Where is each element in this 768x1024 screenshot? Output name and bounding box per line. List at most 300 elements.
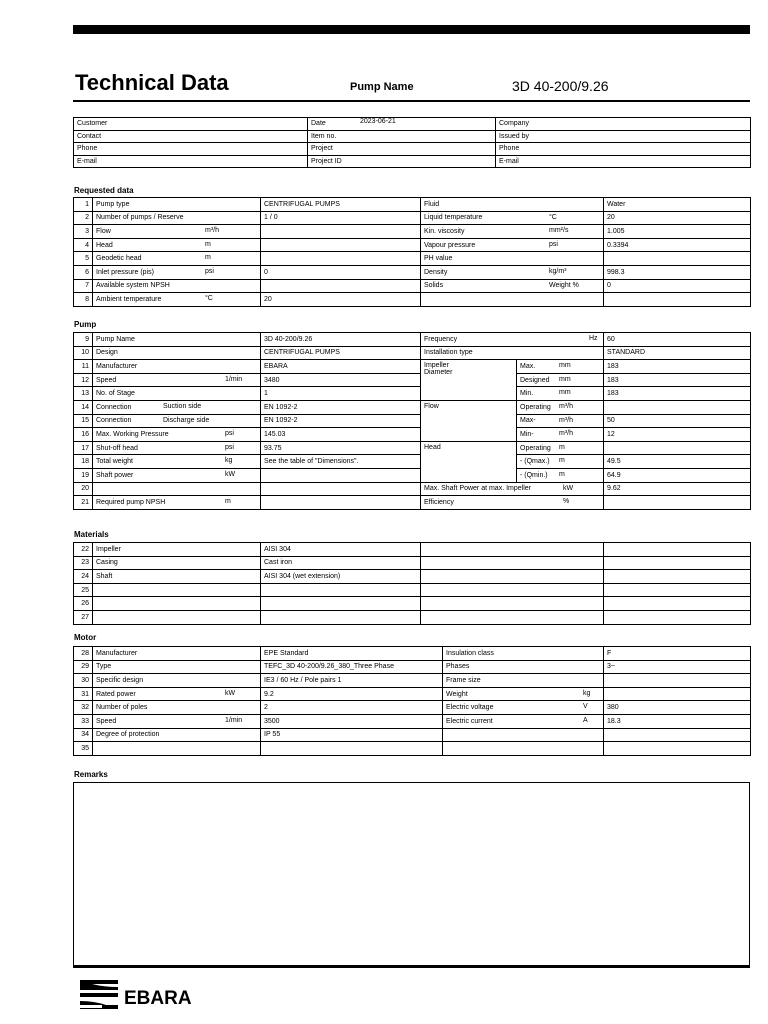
remarks-box — [73, 782, 750, 966]
requested-label — [93, 265, 261, 279]
pump-efficiency-label-unit: % — [563, 498, 570, 506]
motor-label-text: Rated power — [96, 690, 136, 698]
motor-label — [93, 660, 261, 674]
row-number: 25 — [74, 583, 93, 597]
requested-value: CENTRIFUGAL PUMPS — [261, 198, 421, 212]
row-number: 21 — [74, 496, 93, 510]
pump-frequency-label — [421, 333, 604, 347]
requested-value — [261, 225, 421, 239]
pump-label-text: Connection — [96, 403, 132, 411]
motor-right-value — [604, 728, 751, 742]
pump-value: 3D 40-200/9.26 — [261, 333, 421, 347]
motor-label-text: Type — [96, 663, 112, 671]
motor-label-text: Manufacturer — [96, 649, 138, 657]
motor-value: IE3 / 60 Hz / Pole pairs 1 — [261, 674, 443, 688]
material-empty — [604, 570, 751, 584]
motor-label-unit: 1/min — [225, 716, 243, 724]
project-field-label: Date — [311, 120, 326, 128]
material-empty — [604, 543, 751, 557]
requested-fluid-label-text: Density — [424, 268, 448, 276]
motor-right-label — [443, 660, 604, 674]
row-number: 1 — [74, 198, 93, 212]
motor-right-label — [443, 728, 604, 742]
pump-head-sublabel — [517, 468, 604, 482]
requested-label — [93, 198, 261, 212]
motor-right-label-unit: kg — [583, 689, 591, 697]
pump-name-label: Pump Name — [350, 81, 414, 93]
pump-label — [93, 360, 261, 374]
requested-fluid-value: 20 — [604, 211, 751, 225]
company-field: Issued by — [496, 130, 751, 143]
pump-head-group: Head — [421, 441, 517, 482]
pump-label — [93, 414, 261, 428]
row-number: 10 — [74, 346, 93, 360]
bottom-rule — [73, 966, 750, 968]
project-field-label: Project ID — [311, 157, 342, 165]
requested-fluid-value — [604, 293, 751, 307]
pump-flow-sublabel-unit: m³/h — [559, 402, 573, 410]
motor-value: IP 55 — [261, 728, 443, 742]
motor-label — [93, 742, 261, 756]
requested-fluid-label — [421, 279, 604, 293]
pump-value: EBARA — [261, 360, 421, 374]
row-number: 12 — [74, 373, 93, 387]
motor-value: EPE Standard — [261, 647, 443, 661]
requested-label-text: Available system NPSH — [96, 282, 170, 290]
requested-fluid-label-unit: °C — [549, 213, 557, 221]
material-label: Shaft — [93, 570, 261, 584]
requested-label — [93, 279, 261, 293]
pump-head-value: 49.5 — [604, 455, 751, 469]
project-field — [308, 130, 496, 143]
requested-fluid-value: 998.3 — [604, 265, 751, 279]
project-field-value: 2023-06-21 — [360, 118, 396, 125]
pump-flow-sublabel-unit: m³/h — [559, 430, 573, 438]
pump-imp-value: 183 — [604, 387, 751, 401]
pump-label-text: Connection — [96, 417, 132, 425]
customer-field: Customer — [74, 118, 308, 131]
requested-value: 1 / 0 — [261, 211, 421, 225]
motor-right-label-text: Insulation class — [446, 649, 494, 657]
requested-fluid-label-unit: mm²/s — [549, 227, 569, 235]
row-number: 4 — [74, 238, 93, 252]
pump-label-text: Pump Name — [96, 335, 135, 343]
motor-right-value: 3~ — [604, 660, 751, 674]
pump-installation-label: Installation type — [421, 346, 604, 360]
row-number: 31 — [74, 687, 93, 701]
pump-label-text: Manufacturer — [96, 362, 138, 370]
pump-head-value: 64.9 — [604, 468, 751, 482]
pump-value: EN 1092-2 — [261, 414, 421, 428]
pump-flow-group: Flow — [421, 400, 517, 441]
row-number: 3 — [74, 225, 93, 239]
material-empty — [604, 597, 751, 611]
motor-label — [93, 687, 261, 701]
motor-value — [261, 742, 443, 756]
pump-label-text: Design — [96, 349, 118, 357]
pump-efficiency-value — [604, 496, 751, 510]
row-number: 16 — [74, 428, 93, 442]
motor-right-label-text: Weight — [446, 690, 468, 698]
pump-label-text: Max. Working Pressure — [96, 430, 169, 438]
requested-label — [93, 211, 261, 225]
pump-imp-value: 183 — [604, 373, 751, 387]
company-field: Phone — [496, 143, 751, 156]
requested-label-text: Ambient temperature — [96, 295, 162, 303]
pump-head-sublabel — [517, 455, 604, 469]
section-pump-title: Pump — [74, 320, 97, 329]
requested-fluid-label-unit: psi — [549, 240, 558, 248]
pump-table — [73, 332, 751, 510]
row-number: 20 — [74, 482, 93, 496]
pump-flow-sublabel — [517, 414, 604, 428]
pump-flow-sublabel-unit: m³/h — [559, 416, 573, 424]
requested-label-unit: m³/h — [205, 227, 219, 235]
pump-flow-sublabel-text: Max- — [520, 417, 536, 425]
section-materials-title: Materials — [74, 530, 109, 539]
requested-label-text: Number of pumps / Reserve — [96, 214, 184, 222]
requested-label-text: Inlet pressure (pis) — [96, 268, 154, 276]
requested-fluid-label-text: Vapour pressure — [424, 241, 476, 249]
pump-value: EN 1092-2 — [261, 400, 421, 414]
requested-fluid-label — [421, 238, 604, 252]
row-number: 5 — [74, 252, 93, 266]
motor-label-text: Degree of protection — [96, 731, 160, 739]
motor-right-label — [443, 742, 604, 756]
requested-value — [261, 238, 421, 252]
pump-value — [261, 482, 421, 496]
requested-data-table — [73, 197, 751, 307]
section-requested-title: Requested data — [74, 186, 134, 195]
pump-max-shaft-label-unit: kW — [563, 484, 574, 492]
motor-right-label-text: Electric current — [446, 717, 493, 725]
row-number: 26 — [74, 597, 93, 611]
page-title: Technical Data — [75, 70, 229, 95]
motor-label-text: Number of poles — [96, 704, 148, 712]
pump-label-unit: 1/min — [225, 375, 243, 383]
pump-label-text: Shut-off head — [96, 444, 138, 452]
requested-fluid-label — [421, 198, 604, 212]
pump-flow-value — [604, 400, 751, 414]
row-number: 11 — [74, 360, 93, 374]
pump-value: CENTRIFUGAL PUMPS — [261, 346, 421, 360]
company-field: E-mail — [496, 155, 751, 168]
pump-label-unit: psi — [225, 430, 234, 438]
pump-imp-value: 183 — [604, 360, 751, 374]
row-number: 13 — [74, 387, 93, 401]
project-field-label: Item no. — [311, 132, 337, 140]
row-number: 35 — [74, 742, 93, 756]
requested-fluid-value: 0 — [604, 279, 751, 293]
motor-label-text: Speed — [96, 717, 117, 725]
requested-value — [261, 279, 421, 293]
motor-value: 3500 — [261, 714, 443, 728]
motor-right-value: 18.3 — [604, 714, 751, 728]
pump-max-shaft-label-text: Max. Shaft Power at max. Impeller — [424, 485, 531, 493]
motor-label — [93, 714, 261, 728]
motor-right-value: F — [604, 647, 751, 661]
row-number: 23 — [74, 556, 93, 570]
requested-fluid-value — [604, 252, 751, 266]
customer-table — [73, 117, 751, 168]
row-number: 18 — [74, 455, 93, 469]
requested-label-unit: °C — [205, 295, 213, 303]
motor-right-label — [443, 714, 604, 728]
pump-imp-sublabel-unit: mm — [559, 375, 571, 383]
ebara-logo — [80, 979, 210, 1013]
pump-label — [93, 373, 261, 387]
pump-flow-value: 12 — [604, 428, 751, 442]
pump-imp-sublabel — [517, 360, 604, 374]
pump-value: 145.03 — [261, 428, 421, 442]
material-empty — [604, 583, 751, 597]
pump-head-sublabel — [517, 441, 604, 455]
requested-label-text: Flow — [96, 227, 111, 235]
pump-label-unit: kW — [225, 470, 236, 478]
pump-head-sublabel-text: - (Qmax.) — [520, 458, 550, 466]
requested-fluid-label — [421, 252, 604, 266]
row-number: 15 — [74, 414, 93, 428]
motor-right-label-text: Frame size — [446, 676, 481, 684]
material-label — [93, 597, 261, 611]
pump-value: 1 — [261, 387, 421, 401]
pump-head-sublabel-unit: m — [559, 443, 565, 451]
requested-fluid-value: Water — [604, 198, 751, 212]
requested-fluid-label-text: Kin. viscosity — [424, 227, 465, 235]
requested-label-unit: m — [205, 254, 211, 262]
motor-right-label — [443, 701, 604, 715]
requested-fluid-label-text: Fluid — [424, 200, 440, 208]
requested-label — [93, 225, 261, 239]
motor-right-label-unit: A — [583, 716, 588, 724]
pump-label-unit: kg — [225, 457, 233, 465]
customer-field: E-mail — [74, 155, 308, 168]
material-empty — [604, 556, 751, 570]
material-empty — [421, 556, 604, 570]
pump-label-text: Speed — [96, 376, 117, 384]
motor-right-label — [443, 674, 604, 688]
pump-value: 93.75 — [261, 441, 421, 455]
pump-name-value: 3D 40-200/9.26 — [512, 78, 609, 94]
motor-value: 9.2 — [261, 687, 443, 701]
pump-label-sub: Discharge side — [163, 416, 210, 424]
materials-table — [73, 542, 751, 625]
impeller-label: Impeller — [424, 362, 449, 370]
motor-table — [73, 646, 751, 756]
motor-label-text: Specific design — [96, 676, 144, 684]
motor-label — [93, 701, 261, 715]
material-value: AISI 304 — [261, 543, 421, 557]
material-label — [93, 610, 261, 624]
pump-imp-sublabel — [517, 373, 604, 387]
pump-value: 3480 — [261, 373, 421, 387]
requested-fluid-label — [421, 225, 604, 239]
pump-label — [93, 468, 261, 482]
row-number: 2 — [74, 211, 93, 225]
pump-value — [261, 468, 421, 482]
row-number: 22 — [74, 543, 93, 557]
pump-max-shaft-label — [421, 482, 604, 496]
section-remarks-title: Remarks — [74, 770, 108, 779]
material-empty — [421, 597, 604, 611]
pump-label — [93, 496, 261, 510]
pump-label-text: Shaft power — [96, 471, 134, 479]
pump-frequency-value: 60 — [604, 333, 751, 347]
motor-right-label-text: Phases — [446, 663, 470, 671]
customer-field: Contact — [74, 130, 308, 143]
pump-imp-sublabel-unit: mm — [559, 389, 571, 397]
pump-label-text: Total weight — [96, 458, 133, 466]
motor-right-label — [443, 647, 604, 661]
requested-label-unit: m — [205, 240, 211, 248]
pump-max-shaft-value: 9.62 — [604, 482, 751, 496]
pump-head-value — [604, 441, 751, 455]
pump-head-sublabel-text: Operating — [520, 444, 551, 452]
requested-label-text: Geodetic head — [96, 255, 142, 263]
pump-label — [93, 333, 261, 347]
pump-label — [93, 387, 261, 401]
requested-fluid-label-text: Liquid temperature — [424, 214, 483, 222]
row-number: 34 — [74, 728, 93, 742]
motor-label — [93, 674, 261, 688]
pump-label-unit: psi — [225, 443, 234, 451]
pump-flow-sublabel-text: Min- — [520, 430, 534, 438]
requested-value: 20 — [261, 293, 421, 307]
pump-value: See the table of "Dimensions". — [261, 455, 421, 469]
pump-label — [93, 400, 261, 414]
pump-head-sublabel-text: - (Qmin.) — [520, 471, 548, 479]
motor-value: TEFC_3D 40-200/9.26_380_Three Phase — [261, 660, 443, 674]
row-number: 33 — [74, 714, 93, 728]
requested-label-text: Pump type — [96, 200, 130, 208]
material-empty — [421, 610, 604, 624]
row-number: 30 — [74, 674, 93, 688]
pump-efficiency-label-text: Efficiency — [424, 498, 454, 506]
pump-label-text: Required pump NPSH — [96, 498, 166, 506]
pump-flow-sublabel-text: Operating — [520, 403, 551, 411]
requested-fluid-label — [421, 211, 604, 225]
row-number: 6 — [74, 265, 93, 279]
project-field — [308, 155, 496, 168]
section-motor-title: Motor — [74, 633, 97, 642]
pump-head-sublabel-unit: m — [559, 457, 565, 465]
pump-label — [93, 441, 261, 455]
pump-label — [93, 482, 261, 496]
motor-right-value: 380 — [604, 701, 751, 715]
pump-label-text: No. of Stage — [96, 390, 135, 398]
pump-flow-value: 50 — [604, 414, 751, 428]
motor-right-value — [604, 674, 751, 688]
requested-fluid-label-text: PH value — [424, 255, 453, 263]
requested-label — [93, 252, 261, 266]
project-field — [308, 118, 496, 131]
top-rule — [73, 25, 750, 34]
pump-impeller-group — [421, 360, 517, 401]
requested-label-unit: psi — [205, 267, 214, 275]
material-empty — [604, 610, 751, 624]
row-number: 17 — [74, 441, 93, 455]
motor-label — [93, 728, 261, 742]
pump-installation-value: STANDARD — [604, 346, 751, 360]
requested-fluid-label-text: Solids — [424, 282, 444, 290]
ebara-logo-text: EBARA — [124, 988, 192, 1009]
pump-imp-sublabel-text: Min. — [520, 390, 534, 398]
pump-head-sublabel-unit: m — [559, 470, 565, 478]
requested-label — [93, 238, 261, 252]
row-number: 14 — [74, 400, 93, 414]
pump-imp-sublabel-unit: mm — [559, 362, 571, 370]
pump-label-sub: Suction side — [163, 402, 202, 410]
pump-label — [93, 455, 261, 469]
pump-label — [93, 428, 261, 442]
requested-fluid-value: 1.005 — [604, 225, 751, 239]
row-number: 29 — [74, 660, 93, 674]
motor-right-value — [604, 742, 751, 756]
project-field — [308, 143, 496, 156]
material-label — [93, 583, 261, 597]
requested-fluid-label — [421, 265, 604, 279]
motor-right-label-text: Electric voltage — [446, 704, 494, 712]
customer-field: Phone — [74, 143, 308, 156]
material-value — [261, 597, 421, 611]
pump-imp-sublabel — [517, 387, 604, 401]
company-field: Company — [496, 118, 751, 131]
row-number: 24 — [74, 570, 93, 584]
material-empty — [421, 570, 604, 584]
material-value: Cast iron — [261, 556, 421, 570]
row-number: 7 — [74, 279, 93, 293]
requested-fluid-label — [421, 293, 604, 307]
motor-right-label-unit: V — [583, 703, 588, 711]
material-label: Impeller — [93, 543, 261, 557]
row-number: 8 — [74, 293, 93, 307]
material-label: Casing — [93, 556, 261, 570]
row-number: 32 — [74, 701, 93, 715]
row-number: 28 — [74, 647, 93, 661]
pump-label-unit: m — [225, 498, 231, 506]
motor-label-unit: kW — [225, 689, 236, 697]
project-field-label: Project — [311, 145, 333, 153]
requested-fluid-value: 0.3394 — [604, 238, 751, 252]
pump-frequency-label-unit: Hz — [589, 335, 598, 342]
requested-fluid-label-unit: Weight % — [549, 281, 579, 289]
title-rule — [73, 100, 750, 102]
pump-flow-sublabel — [517, 428, 604, 442]
requested-label-text: Head — [96, 241, 113, 249]
pump-frequency-label-text: Frequency — [424, 335, 458, 343]
material-value: AISI 304 (wet extension) — [261, 570, 421, 584]
pump-imp-sublabel-text: Max. — [520, 362, 536, 370]
motor-right-value — [604, 687, 751, 701]
row-number: 9 — [74, 333, 93, 347]
pump-efficiency-label — [421, 496, 604, 510]
material-value — [261, 610, 421, 624]
pump-value — [261, 496, 421, 510]
motor-label — [93, 647, 261, 661]
requested-value: 0 — [261, 265, 421, 279]
requested-value — [261, 252, 421, 266]
pump-label — [93, 346, 261, 360]
row-number: 27 — [74, 610, 93, 624]
requested-label — [93, 293, 261, 307]
material-value — [261, 583, 421, 597]
motor-right-label — [443, 687, 604, 701]
diameter-label: Diameter — [424, 369, 453, 377]
material-empty — [421, 583, 604, 597]
pump-flow-sublabel — [517, 400, 604, 414]
pump-imp-sublabel-text: Designed — [520, 376, 550, 384]
material-empty — [421, 543, 604, 557]
